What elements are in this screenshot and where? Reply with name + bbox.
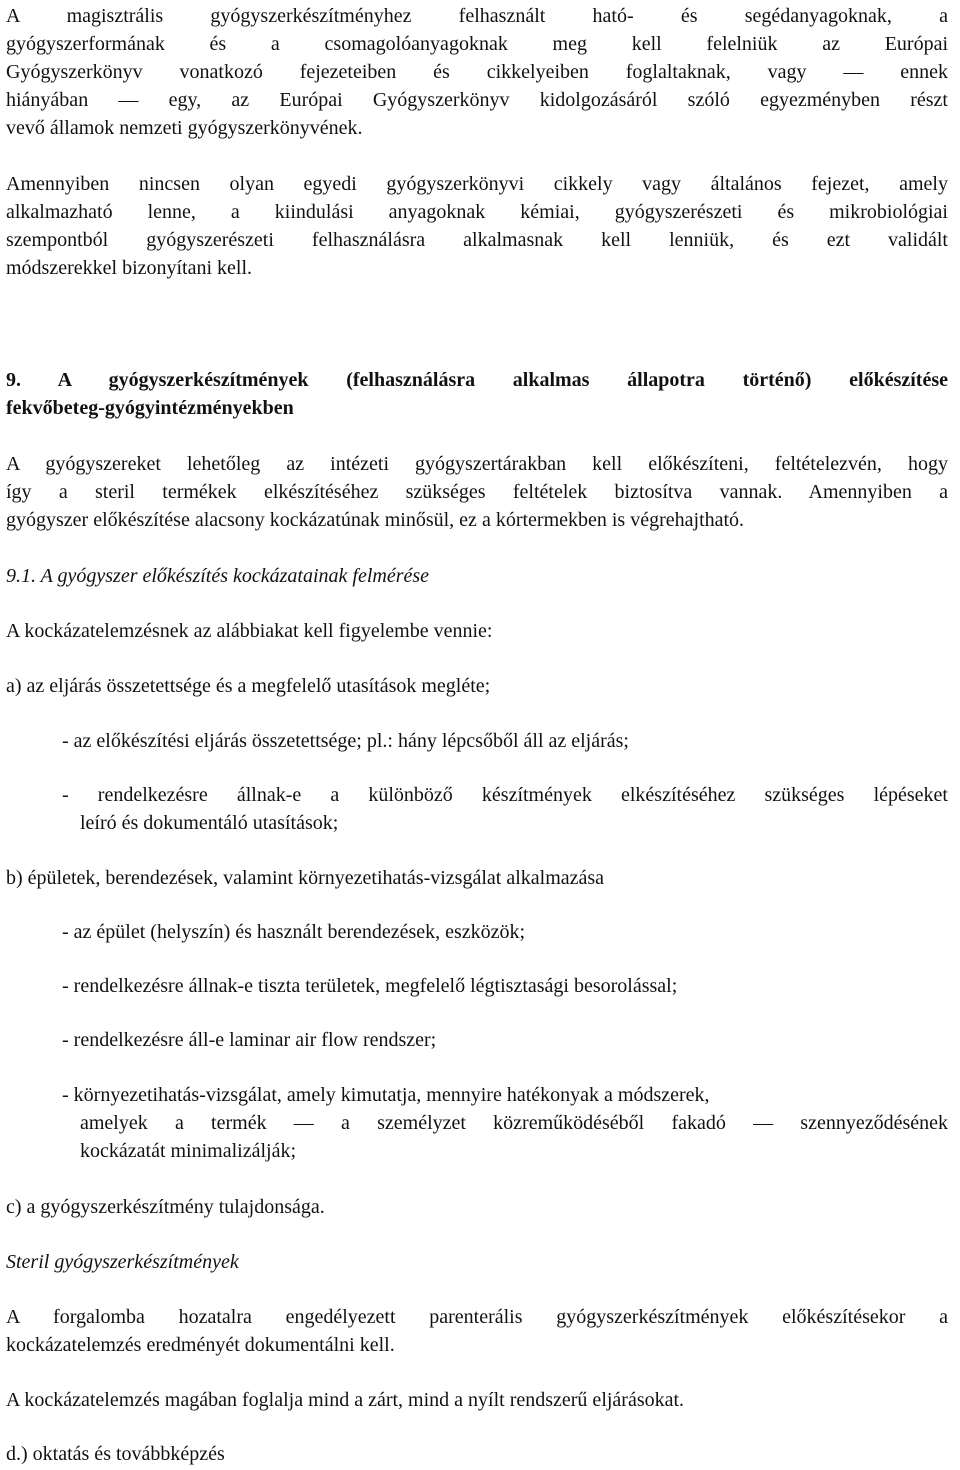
text-line: A forgalomba hozatalra engedélyezett parenterális gyógyszerkészítmények előkészítésekor a <box>6 1306 948 1328</box>
text-line: leíró és dokumentáló utasítások; <box>80 812 339 834</box>
text-line: Amennyiben nincsen olyan egyedi gyógyszerkönyvi cikkely vagy általános fejezet, amely <box>6 173 948 195</box>
text-line: szempontból gyógyszerészeti felhasználásra alkalmasnak kell lenniük, és ezt validált <box>6 229 948 251</box>
paragraph-risk-analysis-intro: A kockázatelemzésnek az alábbiakat kell figyelembe vennie: <box>6 620 493 642</box>
heading-line: fekvőbeteg-gyógyintézményekben <box>6 397 294 419</box>
text-line: így a steril termékek elkészítéséhez szükséges feltételek biztosítva vannak. Amennyiben a <box>6 481 948 503</box>
text-line: A magisztrális gyógyszerkészítményhez felhasznált ható- és segédanyagoknak, a <box>6 5 948 27</box>
list-subitem: - rendelkezésre állnak-e tiszta területek, megfelelő légtisztasági besorolással; <box>62 975 678 997</box>
text-line: - környezetihatás-vizsgálat, amely kimutatja, mennyire hatékonyak a módszerek, <box>62 1084 710 1106</box>
text-line: módszerekkel bizonyítani kell. <box>6 257 253 279</box>
list-subitem: - rendelkezésre áll-e laminar air flow rendszer; <box>62 1029 437 1051</box>
text-line: kockázatát minimalizálják; <box>80 1140 297 1162</box>
text-line: amelyek a termék — a személyzet közreműködéséből fakadó — szennyeződésének <box>80 1112 948 1134</box>
text-line: gyógyszerformának és a csomagolóanyagoknak meg kell felelniük az Európai <box>6 33 948 55</box>
section-heading-9-1: 9.1. A gyógyszer előkészítés kockázatainak felmérése <box>6 565 430 587</box>
heading-line: 9. A gyógyszerkészítmények (felhasználásra alkalmas állapotra történő) előkészítése <box>6 369 948 391</box>
text-line: A gyógyszereket lehetőleg az intézeti gyógyszertárakban kell előkészíteni, feltételezvén, hogy <box>6 453 948 475</box>
paragraph-open-closed-systems: A kockázatelemzés magában foglalja mind a zárt, mind a nyílt rendszerű eljárásokat. <box>6 1389 685 1411</box>
list-item-b: b) épületek, berendezések, valamint környezetihatás-vizsgálat alkalmazása <box>6 867 605 889</box>
text-line: - rendelkezésre állnak-e a különböző készítmények elkészítéséhez szükséges lépéseket <box>62 784 948 806</box>
list-subitem: - az előkészítési eljárás összetettsége; pl.: hány lépcsőből áll az eljárás; <box>62 730 629 752</box>
text-line: Gyógyszerkönyv vonatkozó fejezeteiben és cikkelyeiben foglaltaknak, vagy — ennek <box>6 61 948 83</box>
list-item-c: c) a gyógyszerkészítmény tulajdonsága. <box>6 1196 325 1218</box>
text-line: kockázatelemzés eredményét dokumentálni kell. <box>6 1334 395 1356</box>
subheading-steril: Steril gyógyszerkészítmények <box>6 1251 239 1273</box>
text-line: gyógyszer előkészítése alacsony kockázatúnak minősül, ez a kórtermekben is végrehajtható. <box>6 509 745 531</box>
list-subitem: - az épület (helyszín) és használt berendezések, eszközök; <box>62 921 526 943</box>
list-item-a: a) az eljárás összetettsége és a megfelelő utasítások megléte; <box>6 675 491 697</box>
text-line: vevő államok nemzeti gyógyszerkönyvének. <box>6 117 363 139</box>
list-item-d: d.) oktatás és továbbképzés <box>6 1443 225 1465</box>
text-line: hiányában — egy, az Európai Gyógyszerkönyv kidolgozásáról szóló egyezményben részt <box>6 89 948 111</box>
text-line: alkalmazható lenne, a kiindulási anyagoknak kémiai, gyógyszerészeti és mikrobiológiai <box>6 201 948 223</box>
